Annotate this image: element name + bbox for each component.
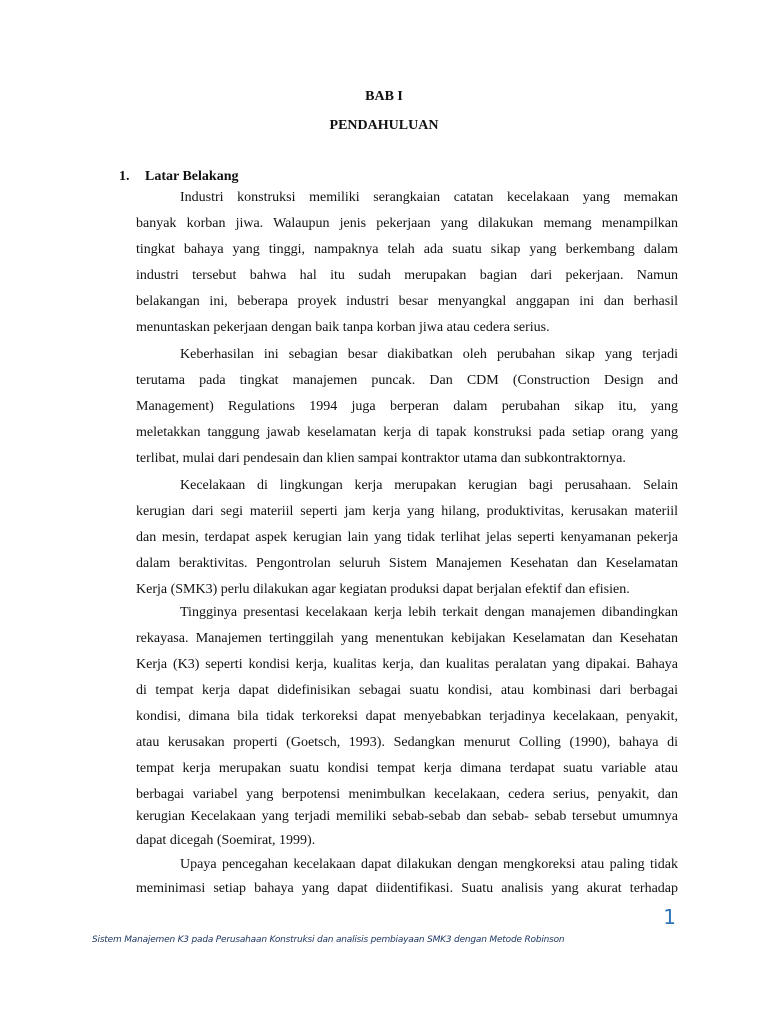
paragraph-line: tempat kerja merupakan suatu kondisi tempat kerja dimana terdapat suatu variable atau [136,761,678,776]
paragraph-line: Kerja (K3) seperti kondisi kerja, kualitas kerja, dan kualitas peralatan yang dipakai. Bahaya [136,657,678,672]
paragraph-line: atau kerusakan properti (Goetsch, 1993). Sedangkan menurut Colling (1990), bahaya di [136,735,678,750]
page-footer: Sistem Manajemen K3 pada Perusahaan Konstruksi dan analisis pembiayaan SMK3 dengan Metode Robinson [92,935,565,945]
paragraph-line: Tingginya presentasi kecelakaan kerja lebih terkait dengan manajemen dibandingkan [180,605,678,620]
paragraph-line: industri tersebut bahwa hal itu sudah merupakan bagian dari pekerjaan. Namun [136,268,678,283]
paragraph-line: kerugian dari segi materiil seperti jam kerja yang hilang, produktivitas, kerusakan materiil [136,504,678,519]
paragraph-line: tingkat bahaya yang tinggi, nampaknya telah ada suatu sikap yang berkembang dalam [136,242,678,257]
section-title: Latar Belakang [145,169,239,184]
section-heading [119,169,238,185]
paragraph-line: meletakkan tanggung jawab keselamatan kerja di tapak konstruksi pada setiap orang yang [136,425,678,440]
paragraph-line: Kerja (SMK3) perlu dilakukan agar kegiatan produksi dapat berjalan efektif dan efisien. [136,582,630,597]
paragraph-line: belakangan ini, beberapa proyek industri besar menyangkal anggapan ini dan berhasil [136,294,678,309]
paragraph-line: meminimasi setiap bahaya yang dapat diidentifikasi. Suatu analisis yang akurat terhadap [136,881,678,896]
paragraph-line: Upaya pencegahan kecelakaan dapat dilakukan dengan mengkoreksi atau paling tidak [180,857,678,872]
paragraph-line: rekayasa. Manajemen tertinggilah yang menentukan kebijakan Keselamatan dan Kesehatan [136,631,678,646]
paragraph-line: Management) Regulations 1994 juga berperan dalam perubahan sikap itu, yang [136,399,678,414]
paragraph-line: di tempat kerja dapat didefinisikan sebagai suatu kondisi, atau kombinasi dari berbagai [136,683,678,698]
paragraph-line: Kecelakaan di lingkungan kerja merupakan kerugian bagi perusahaan. Selain [180,478,678,493]
chapter-number: BAB I [365,89,403,104]
paragraph-line: kerugian Kecelakaan yang terjadi memiliki sebab-sebab dan sebab- sebab tersebut umumnya [136,809,678,824]
paragraph-line: banyak korban jiwa. Walaupun jenis pekerjaan yang dilakukan memang menampilkan [136,216,678,231]
section-number: 1. [119,169,130,184]
paragraph-line: dalam beraktivitas. Pengontrolan seluruh Sistem Manajemen Kesehatan dan Keselamatan [136,556,678,571]
paragraph-line: kondisi, dimana bila tidak terkoreksi dapat menyebabkan terjadinya kecelakaan, penyakit, [136,709,678,724]
paragraph-line: dan mesin, terdapat aspek kerugian lain yang tidak terlihat jelas seperti kenyamanan pekerja [136,530,678,545]
paragraph-line: terutama pada tingkat manajemen puncak. Dan CDM (Construction Design and [136,373,678,388]
chapter-title: PENDAHULUAN [329,118,439,133]
paragraph-line: menuntaskan pekerjaan dengan baik tanpa korban jiwa atau cedera serius. [136,320,550,335]
paragraph-line: Industri konstruksi memiliki serangkaian catatan kecelakaan yang memakan [180,190,678,205]
paragraph-line: berbagai variabel yang berpotensi menimbulkan kecelakaan, cedera serius, penyakit, dan [136,787,678,802]
paragraph-line: Keberhasilan ini sebagian besar diakibatkan oleh perubahan sikap yang terjadi [180,347,678,362]
paragraph-line: dapat dicegah (Soemirat, 1999). [136,833,316,848]
paragraph-line: terlibat, mulai dari pendesain dan klien sampai kontraktor utama dan subkontraktornya. [136,451,626,466]
page-number: 1 [663,905,676,929]
